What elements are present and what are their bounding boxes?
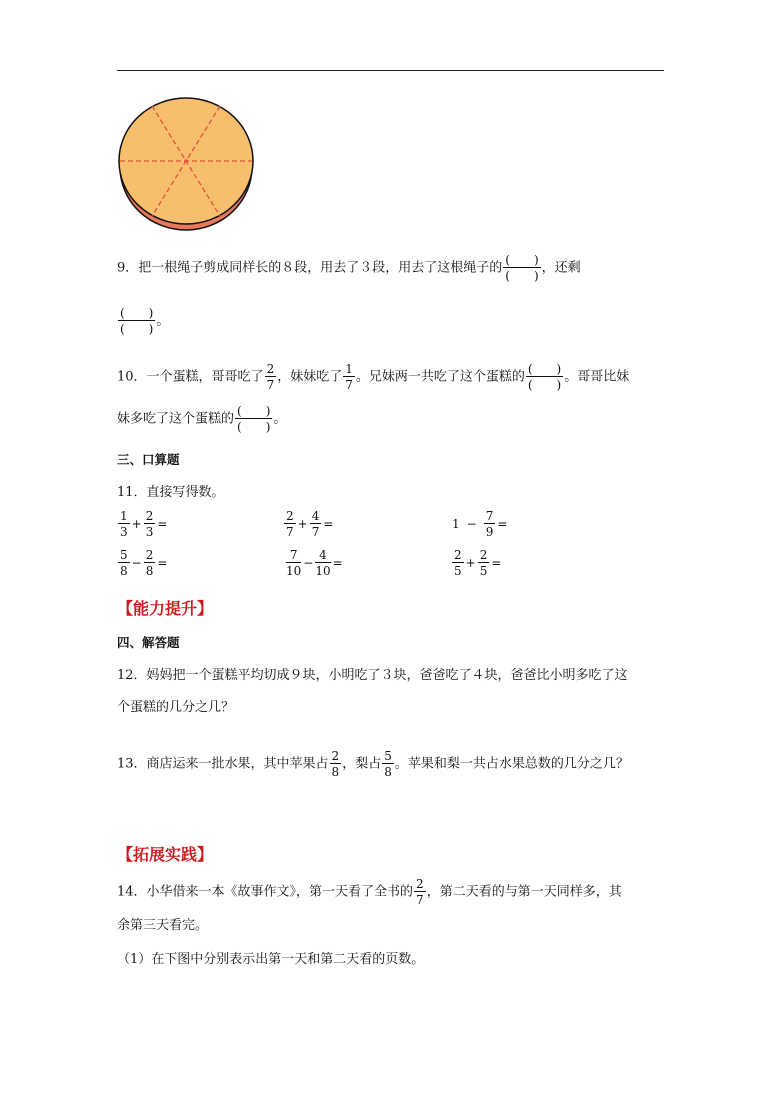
- answer-blank: $\frac{( )}{( )}$: [505, 253, 539, 283]
- answer-blank: $\frac{( )}{( )}$: [237, 404, 271, 434]
- section-title-3: 三、口算题: [117, 452, 180, 467]
- answer-blank: $\frac{( )}{( )}$: [527, 362, 562, 392]
- calc-item: $\frac{2}{5}$ + $\frac{2}{5}$ =: [454, 548, 502, 578]
- calc-item: $\frac{7}{10}$ − $\frac{4}{10}$ =: [286, 548, 343, 578]
- cake-illustration: [112, 93, 262, 235]
- question-12: 12．妈妈把一个蛋糕平均切成９块，小明吃了３块，爸爸吃了４块，爸爸比小明多吃了这: [117, 668, 628, 683]
- cake-center-dot: [184, 159, 188, 163]
- calc-item: 1 − $\frac{7}{9}$ =: [452, 509, 508, 539]
- calc-item: $\frac{1}{3}$ + $\frac{2}{3}$ =: [120, 509, 168, 539]
- question-10: 10．一个蛋糕，哥哥吃了 $\frac{2}{7}$ ，妹妹吃了 $\frac{1}{7}$ 。兄妹两一共吃了这个蛋糕的 $\frac{( )}{( )}$ 。哥哥比妹: [117, 362, 630, 392]
- answer-blank: $\frac{( )}{( )}$: [120, 306, 154, 336]
- top-rule: [117, 70, 664, 71]
- calc-item: $\frac{5}{8}$ − $\frac{2}{8}$ =: [120, 548, 168, 578]
- question-14-cont: 余第三天看完。: [117, 918, 209, 933]
- question-14: 14．小华借来一本《故事作文》，第一天看了全书的 $\frac{2}{7}$ ，第二天看的与第一天同样多，其: [117, 877, 622, 907]
- question-12-cont: 个蛋糕的几分之几？: [117, 700, 235, 715]
- question-11: 11．直接写得数。: [117, 485, 225, 500]
- question-13: 13．商店运来一批水果，其中苹果占 $\frac{2}{8}$ ，梨占 $\frac{5}{8}$ 。苹果和梨一共占水果总数的几分之几？: [117, 749, 629, 779]
- question-9: 9．把一根绳子剪成同样长的８段，用去了３段，用去了这根绳子的 $\frac{( )}{( )}$ ，还剩: [117, 253, 581, 283]
- section-tag-practice: 【拓展实践】: [117, 845, 214, 864]
- section-title-4: 四、解答题: [117, 635, 180, 650]
- calc-item: $\frac{2}{7}$ + $\frac{4}{7}$ =: [286, 509, 334, 539]
- section-tag-ability: 【能力提升】: [117, 599, 214, 618]
- question-9-cont: $\frac{( )}{( )}$ 。: [120, 306, 170, 336]
- question-10-cont: 妹多吃了这个蛋糕的 $\frac{( )}{( )}$ 。: [117, 404, 287, 434]
- question-14-sub1: （1）在下图中分别表示出第一天和第二天看的页数。: [117, 952, 425, 967]
